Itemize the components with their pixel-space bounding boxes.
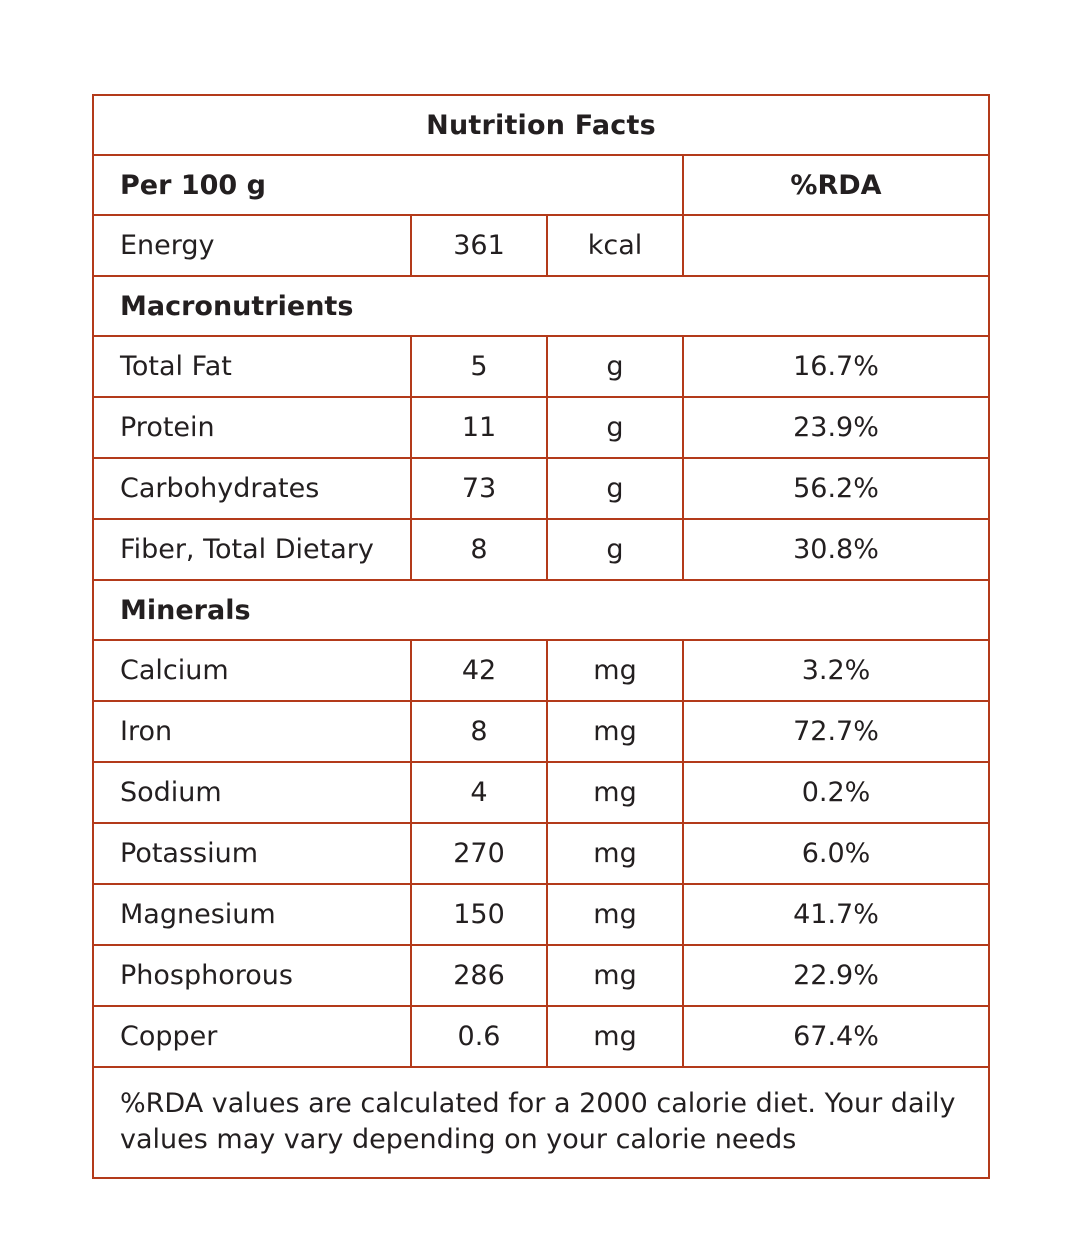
nutrient-value: 150 xyxy=(411,884,547,945)
nutrient-unit: g xyxy=(547,397,683,458)
section-heading-minerals: Minerals xyxy=(93,580,989,640)
table-row xyxy=(93,701,989,762)
nutrient-name: Carbohydrates xyxy=(93,458,411,519)
nutrient-unit: mg xyxy=(547,884,683,945)
table-row xyxy=(93,762,989,823)
table-row xyxy=(93,215,989,276)
nutrient-rda: 22.9% xyxy=(683,945,989,1006)
nutrient-name: Iron xyxy=(93,701,411,762)
table-row xyxy=(93,884,989,945)
nutrient-name: Magnesium xyxy=(93,884,411,945)
nutrient-unit: g xyxy=(547,458,683,519)
table-row-footnote xyxy=(93,1067,989,1178)
panel-title: Nutrition Facts xyxy=(93,95,989,155)
nutrient-name: Total Fat xyxy=(93,336,411,397)
nutrient-rda: 0.2% xyxy=(683,762,989,823)
table-row xyxy=(93,397,989,458)
table-row xyxy=(93,336,989,397)
nutrient-rda: 30.8% xyxy=(683,519,989,580)
nutrient-value: 0.6 xyxy=(411,1006,547,1067)
nutrient-unit: mg xyxy=(547,1006,683,1067)
nutrient-rda: 67.4% xyxy=(683,1006,989,1067)
table-row-section xyxy=(93,580,989,640)
nutrient-rda: 23.9% xyxy=(683,397,989,458)
nutrient-unit: g xyxy=(547,519,683,580)
nutrient-name: Calcium xyxy=(93,640,411,701)
nutrient-name: Fiber, Total Dietary xyxy=(93,519,411,580)
nutrient-value: 361 xyxy=(411,215,547,276)
nutrient-value: 4 xyxy=(411,762,547,823)
nutrient-unit: mg xyxy=(547,701,683,762)
nutrient-unit: mg xyxy=(547,640,683,701)
nutrient-unit: g xyxy=(547,336,683,397)
nutrient-name: Copper xyxy=(93,1006,411,1067)
nutrient-unit: mg xyxy=(547,762,683,823)
nutrient-unit: kcal xyxy=(547,215,683,276)
nutrient-value: 8 xyxy=(411,519,547,580)
nutrient-value: 73 xyxy=(411,458,547,519)
nutrient-name: Protein xyxy=(93,397,411,458)
nutrient-rda: 3.2% xyxy=(683,640,989,701)
nutrient-value: 42 xyxy=(411,640,547,701)
nutrient-rda: 6.0% xyxy=(683,823,989,884)
nutrient-unit: mg xyxy=(547,945,683,1006)
table-row xyxy=(93,945,989,1006)
nutrient-name: Phosphorous xyxy=(93,945,411,1006)
table-row xyxy=(93,458,989,519)
nutrient-rda: 56.2% xyxy=(683,458,989,519)
nutrient-value: 286 xyxy=(411,945,547,1006)
nutrient-unit: mg xyxy=(547,823,683,884)
nutrient-rda: 41.7% xyxy=(683,884,989,945)
nutrient-value: 270 xyxy=(411,823,547,884)
nutrient-rda xyxy=(683,215,989,276)
table-row-title xyxy=(93,95,989,155)
rda-column-header: %RDA xyxy=(683,155,989,215)
nutrient-rda: 72.7% xyxy=(683,701,989,762)
table-row xyxy=(93,519,989,580)
nutrient-value: 8 xyxy=(411,701,547,762)
nutrient-name: Energy xyxy=(93,215,411,276)
nutrient-name: Potassium xyxy=(93,823,411,884)
nutrient-value: 11 xyxy=(411,397,547,458)
table-row-section xyxy=(93,276,989,336)
section-heading-macronutrients: Macronutrients xyxy=(93,276,989,336)
nutrition-facts-panel xyxy=(92,94,988,1179)
serving-label: Per 100 g xyxy=(93,155,683,215)
nutrition-table xyxy=(92,94,990,1179)
table-row xyxy=(93,1006,989,1067)
table-row-header xyxy=(93,155,989,215)
table-row xyxy=(93,640,989,701)
nutrient-value: 5 xyxy=(411,336,547,397)
table-row xyxy=(93,823,989,884)
nutrient-name: Sodium xyxy=(93,762,411,823)
footnote-text: %RDA values are calculated for a 2000 calorie diet. Your daily values may vary depending on your calorie needs xyxy=(93,1067,989,1178)
nutrient-rda: 16.7% xyxy=(683,336,989,397)
